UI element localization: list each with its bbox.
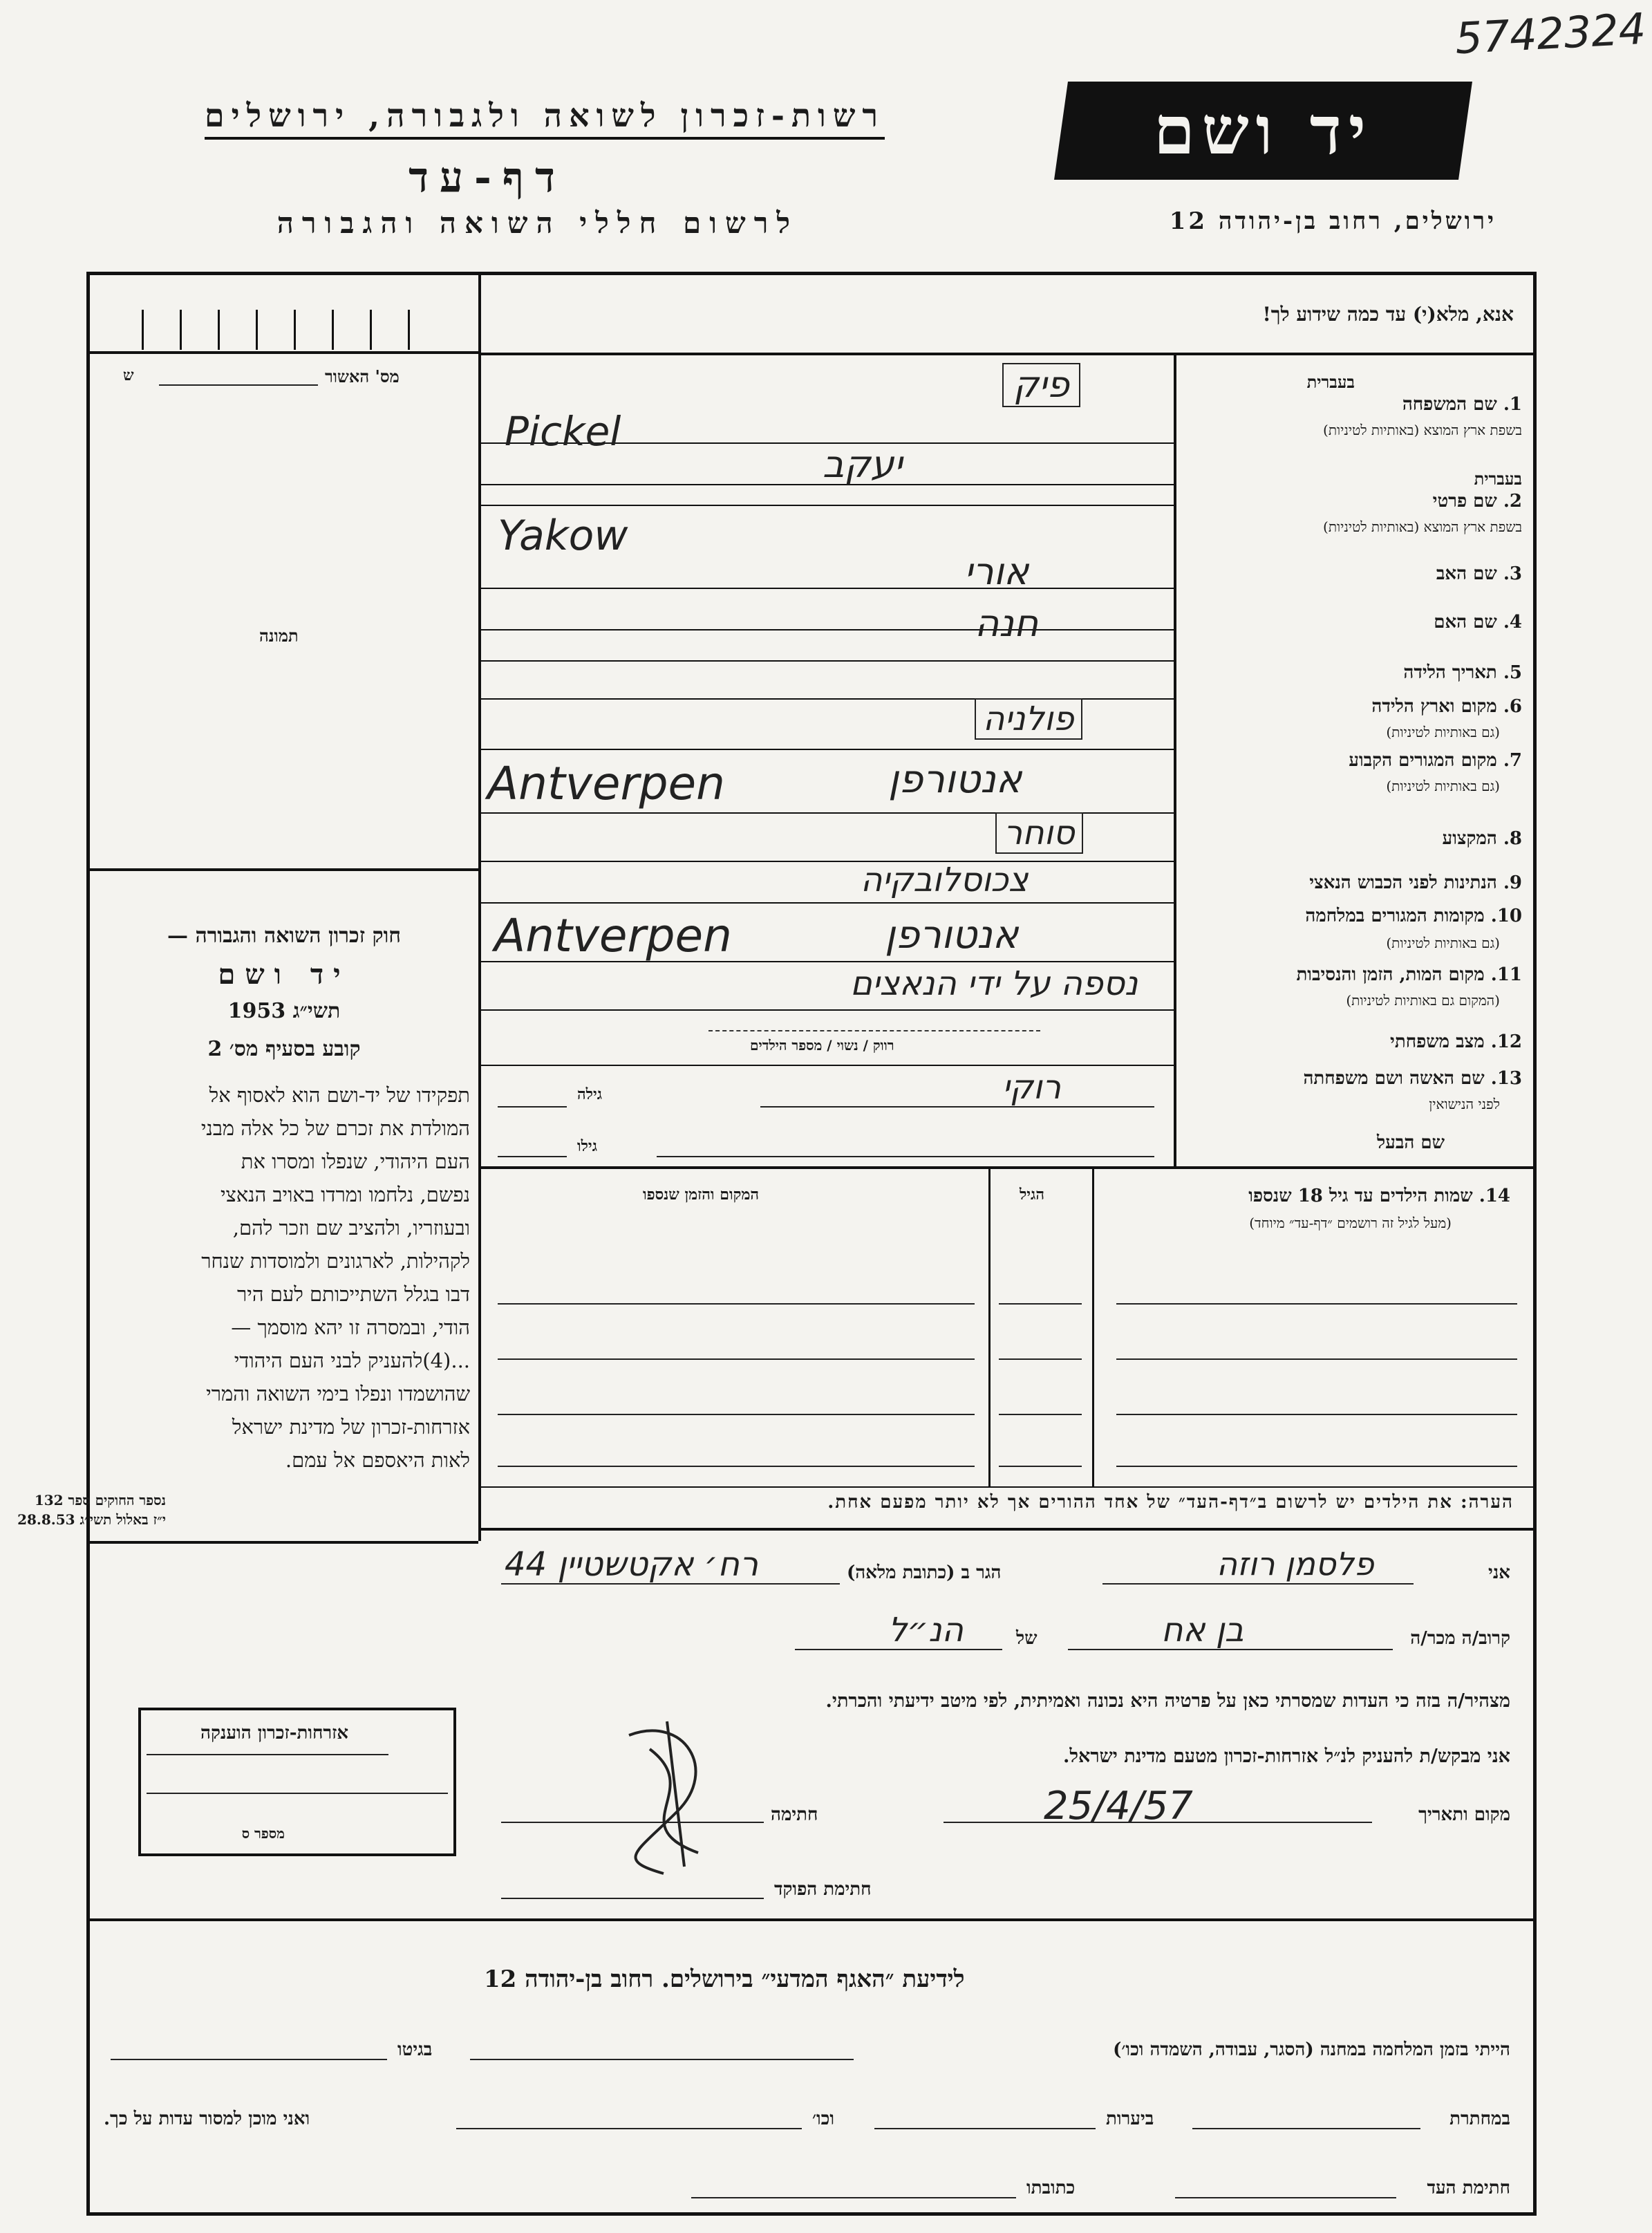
label-profession: המקצוע: [1442, 828, 1497, 849]
approval-number-field[interactable]: [159, 384, 318, 386]
value-family-name-latin[interactable]: Pickel: [505, 408, 621, 455]
signature-scribble: [601, 1708, 740, 1880]
decl-statement: מצהיר/ה בזה כי העדות שמסרתי כאן על פרטיה היא נכונה ואמיתית, לפי מיטב ידיעתי והכרתי.: [825, 1690, 1510, 1712]
value-residence-latin[interactable]: Antverpen: [487, 757, 725, 810]
decl-officer-label: חתימת הפוקד: [774, 1879, 872, 1900]
footer-title: לידיעת ״האגף המדעי״ בירושלים. רחוב בן-יהודה 12: [484, 1965, 965, 1993]
gazette-line-1: נספר החוקים ספר 132: [34, 1492, 166, 1508]
value-death-place[interactable]: נספה על ידי הנאצים: [850, 964, 1138, 1003]
footer-camp-label: הייתי בזמן המלחמה במחנה (הסגר, עבודה, השמדה וכו׳): [1113, 2039, 1510, 2060]
footer-underground-field[interactable]: [1192, 2128, 1420, 2129]
value-wife-name[interactable]: רוקי: [1002, 1068, 1061, 1107]
decl-i-label: אני: [1488, 1562, 1510, 1583]
decl-name[interactable]: פלסמן רוזה: [1217, 1545, 1374, 1582]
logo: [1054, 82, 1472, 180]
decl-signature-label: חתימה: [771, 1804, 818, 1825]
gazette-line-2: י״ז באלול תשי״ג 28.8.53: [17, 1511, 166, 1528]
form-intro: אנא, מלא(י) עד כמה שידוע לך!: [1262, 303, 1514, 326]
label-residence: מקום המגורים הקבוע: [1349, 750, 1497, 771]
value-wartime-residence-hebrew[interactable]: אנטורפן: [885, 913, 1019, 957]
in-hebrew-label-1: בעברית: [1306, 372, 1355, 392]
value-residence-hebrew[interactable]: אנטורפן: [888, 757, 1022, 802]
sub-death-place: (המקום גם באותיות לטיניות): [1346, 992, 1500, 1009]
form-subtitle: לרשום חללי השואה והגבורה: [276, 206, 798, 240]
children-col-age: הגיל: [1020, 1186, 1044, 1204]
label-wife-name: שם האשה ושם משפחתה: [1303, 1068, 1485, 1089]
wife-age-label: גילה: [577, 1085, 602, 1103]
law-title: חוק זכרון השואה והגבורה —: [167, 924, 401, 948]
husband-age-label: גילו: [577, 1137, 597, 1155]
sub-birth-place: (גם באותיות לטיניות): [1386, 724, 1500, 740]
law-section: קובע בסעיף מס׳ 2: [207, 1037, 361, 1061]
value-family-name-hebrew[interactable]: פיק: [1002, 363, 1080, 407]
approval-mark: ש: [123, 366, 134, 384]
children-col-place: המקום והזמן שנספו: [643, 1186, 760, 1204]
footer-address-field[interactable]: [691, 2197, 1016, 2198]
form-title: דף-עד: [409, 153, 566, 202]
label-column-divider: [1174, 353, 1176, 1166]
decl-of-label: של: [1016, 1628, 1038, 1649]
footer-ghetto-field[interactable]: [111, 2059, 387, 2060]
sub-family-name: בשפת ארץ המוצא (באותיות לטיניות): [1323, 422, 1522, 438]
officer-signature-field[interactable]: [501, 1898, 764, 1899]
approval-number-label: מס' האשור: [325, 366, 400, 386]
authority-line: רשות-זכרון לשואה ולגבורה, ירושלים: [205, 97, 885, 140]
sub-first-name: בשפת ארץ המוצא (באותיות לטיניות): [1323, 518, 1522, 535]
label-nationality: הנתינות לפני הכבוש הנאצי: [1309, 872, 1497, 893]
decl-resident-label: הגר ב (כתובת מלאה): [847, 1562, 1002, 1583]
decl-address[interactable]: רח׳ אקטשטיין 44: [505, 1545, 758, 1584]
label-death-place: מקום המות, הזמן והנסיבות: [1296, 964, 1485, 985]
footer-witness-signature-label: חתימת העד: [1427, 2178, 1510, 2198]
label-first-name: שם פרטי: [1432, 491, 1497, 512]
value-nationality[interactable]: צכוסלובקיה: [861, 861, 1029, 899]
law-name: יד ושם: [218, 958, 350, 991]
marital-options[interactable]: רווק / נשוי / מספר הילדים: [750, 1037, 894, 1054]
sub-wife-name: לפני הנישואין: [1429, 1096, 1500, 1112]
value-wartime-residence-latin[interactable]: Antverpen: [494, 909, 732, 962]
footer-forests-field[interactable]: [874, 2128, 1096, 2129]
value-birth-place[interactable]: פולניה: [975, 698, 1082, 740]
decl-place-date-label: מקום ותאריך: [1418, 1804, 1510, 1825]
logo-text: יד ושם: [1153, 91, 1373, 169]
footer-camp-field[interactable]: [470, 2059, 854, 2060]
footer-witness-signature-field[interactable]: [1175, 2197, 1396, 2198]
label-marital-status: מצב משפחתי: [1390, 1031, 1485, 1052]
citizenship-box-number: מספר ס: [241, 1825, 285, 1842]
address: ירושלים, רחוב בן-יהודה 12: [1169, 207, 1496, 235]
footer-etc-field[interactable]: [456, 2128, 802, 2129]
decl-date[interactable]: 25/4/57: [1044, 1784, 1193, 1829]
decl-relation[interactable]: בן אח: [1161, 1611, 1244, 1650]
archive-number: 5742324: [1454, 3, 1647, 64]
value-profession[interactable]: סוחר: [995, 812, 1083, 854]
remark: הערה: את הילדים יש לרשום ב״דף-העד״ של אחד ההורים אך לא יותר מפעם אחת.: [827, 1492, 1514, 1513]
footer-address-label: כתובתו: [1026, 2178, 1076, 2198]
value-first-name-hebrew-text[interactable]: יעקב: [823, 442, 903, 486]
decl-relative-label: קרוב/ה מכר/ה: [1410, 1628, 1510, 1649]
decl-request: אני מבקש/ת להעניק לנ״ל אזרחות-זכרון מטעם מדינת ישראל.: [1063, 1746, 1510, 1767]
value-father-name[interactable]: אורי: [964, 550, 1029, 593]
footer-ghetto-label: בגיטו: [397, 2039, 433, 2060]
citizenship-box-title: אזרחות-זכרון הוענקה: [200, 1723, 349, 1744]
label-husband-name: שם הבעל: [1376, 1132, 1445, 1153]
label-birth-place: מקום וארץ הלידה: [1371, 696, 1497, 717]
value-first-name-latin[interactable]: Yakow: [498, 512, 628, 560]
children-label: שמות הילדים עד גיל 18 שנספו: [1248, 1186, 1473, 1206]
in-hebrew-label-2: בעברית: [1474, 469, 1522, 489]
label-mother-name: שם האם: [1434, 612, 1497, 633]
sub-wartime-residence: (גם באותיות לטיניות): [1386, 935, 1500, 951]
decl-of-value[interactable]: הנ״ל: [888, 1611, 964, 1650]
law-text: תפקידו של יד-ושם הוא לאסוף אל המולדת את זכרם של כל אלה מבני העם היהודי, שנפלו ומסרו את נפשם, נלחמו ומרדו באויב הנאצי ובעוזריו, ולהציב שם וזכר להם, לקהילות, לארגונים ולמוסדות שנחר דבו בגלל השתייכותם לעם היר הודי, ובמסרה זו יהא מוסמך — ...(4)להעניק לבני העם היהודי שהושמדו ונפלו בימי השואה והמרי אזרחות-זכרון של מדינת ישראל לאות היאספם אל עמם.: [200, 1083, 470, 1472]
footer-forests-label: ביערות: [1106, 2109, 1154, 2129]
sub-residence: (גם באותיות לטיניות): [1386, 778, 1500, 794]
label-family-name: שם המשפחה: [1402, 394, 1497, 415]
husband-name-field[interactable]: [657, 1156, 1154, 1157]
left-column-divider: [478, 272, 481, 1541]
footer-etc-label: וכו׳: [812, 2109, 835, 2129]
law-year: תשי״ג 1953: [227, 999, 341, 1023]
footer-testify-label: ואני מוכן למסור עדות על כך.: [104, 2109, 310, 2129]
label-father-name: שם האב: [1436, 563, 1497, 584]
children-note: (מעל לגיל זה רושמים ״דף-עד״ מיוחד): [1249, 1215, 1452, 1231]
label-wartime-residence: מקומות המגורים במלחמה: [1305, 906, 1485, 926]
label-birth-date: תאריך הלידה: [1403, 662, 1497, 683]
photo-label: תמונה: [259, 626, 299, 646]
footer-underground-label: במחתרת: [1449, 2109, 1510, 2129]
value-mother-name[interactable]: חנה: [975, 601, 1039, 645]
